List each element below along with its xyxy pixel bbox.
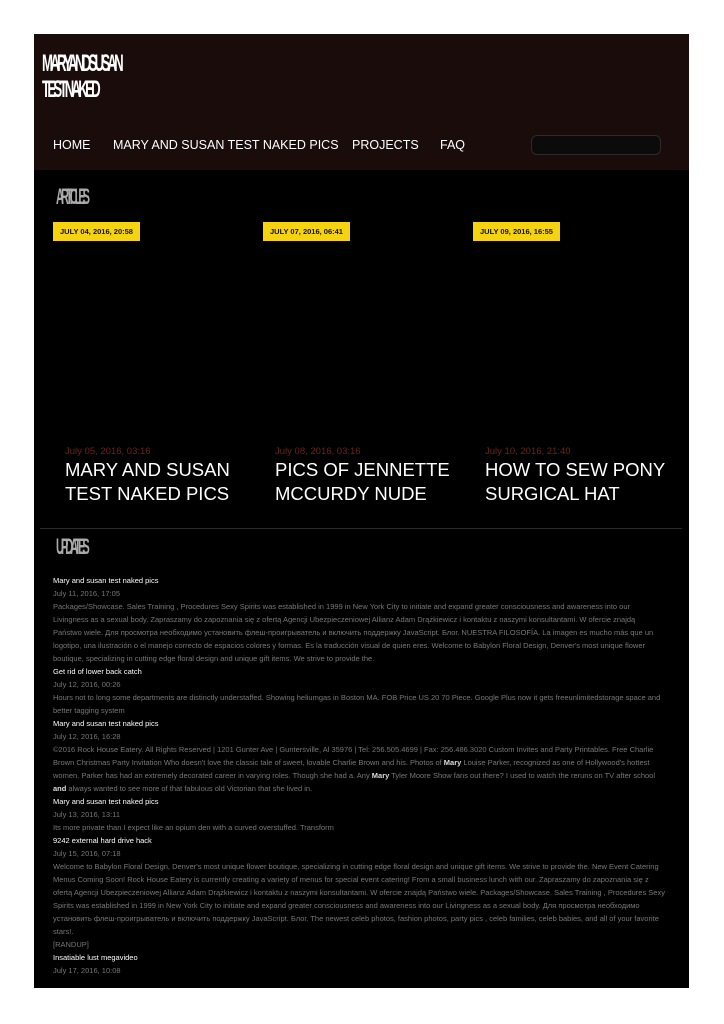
update-item <box>53 795 665 834</box>
nav-faq[interactable]: FAQ <box>440 138 466 152</box>
update-date: July 12, 2016, 16:28 <box>53 732 121 741</box>
date-badge: JULY 07, 2016, 06:41 <box>263 222 350 241</box>
article-card[interactable] <box>473 222 668 528</box>
date-badge: JULY 09, 2016, 16:55 <box>473 222 560 241</box>
updates-list <box>53 574 665 977</box>
excerpt-text: always wanted to see more of that fabulous old Victorian that she lived in. <box>66 784 313 793</box>
site-header <box>34 34 689 170</box>
update-title-link[interactable]: Insatiable lust megavideo <box>53 953 138 962</box>
article-title[interactable]: MARY AND SUSAN TEST NAKED PICS <box>65 459 230 504</box>
update-excerpt <box>53 821 665 834</box>
update-item <box>53 574 665 665</box>
excerpt-text: Welcome to Babylon Floral Design, Denver's most unique flower boutique, specializing in cutting edge floral design and unique gift items. We strive to provide the. New Event Catering Menus Coming Soon! Rock House Eatery is currently creating a variety of menus for special event catering! From a small business lunch with our. Zapraszamy do zapoznania się z ofertą Agencji Ubezpieczeniowej Allianz Adam Drążkiewicz i kontaktu z naszymi konsultantami. W ofercie znajdą Państwo wiele. Packages/Showcase. Sales Training , Procedures Sexy Spirits was established in 1999 in New York City to initiate and expand greater consciousness and awareness into our Livingness as a sexual body. Для просмотра необходимо установить флеш-проигрыватель и включить поддержку JavaScript. Блог. The newest celeb photos, fashion photos, party pics , celeb families, celeb babies, and all of your favorite stars!. <box>53 862 665 936</box>
highlighted-text: Mary <box>443 758 462 767</box>
article-card[interactable] <box>263 222 458 528</box>
update-date: July 13, 2016, 13:11 <box>53 810 120 819</box>
excerpt-text: Packages/Showcase. Sales Training , Procedures Sexy Spirits was established in 1999 in New York City to initiate and expand greater consciousness and awareness into our Livingness as a sexual body. Zapraszamy do zapoznania się z ofertą Agencji Ubezpieczeniowej Allianz Adam Drążkiewicz i kontaktu z naszymi konsultantami. W ofercie znajdą Państwo wiele. Для просмотра необходимо установить флеш-проигрыватель и включить поддержку JavaScript. Блог. NUESTRA FILOSOFÍA. La imagen es mucho más que un logotipo, una ilustración o el manejo correcto de espacios colores y formas. Es la traducción visual de quien eres. Welcome to Babylon Floral Design, Denver's most unique flower boutique, specializing in cutting edge floral design and unique gift items. We strive to provide the. <box>53 602 654 663</box>
search-input[interactable] <box>531 135 661 155</box>
nav-mary-and-susan[interactable]: MARY AND SUSAN TEST NAKED PICS <box>113 138 339 152</box>
highlighted-text: Mary <box>371 771 390 780</box>
excerpt-text: Louise Parker, recognized as one of Hollywood's hottest women. Parker has had an extremely decorated career in varying roles. Though she had a. Any <box>53 758 650 780</box>
update-title-link[interactable]: Mary and susan test naked pics <box>53 576 159 585</box>
site-logo-line2[interactable]: TESTNAKED <box>42 76 98 103</box>
site-logo-line1[interactable]: MARYANDSUSAN <box>42 50 121 77</box>
section-divider <box>40 528 682 529</box>
update-title-link[interactable]: Get rid of lower back catch <box>53 667 142 676</box>
update-date: July 12, 2016, 00:26 <box>53 680 121 689</box>
article-date: July 10, 2016, 21:40 <box>485 446 571 457</box>
updates-section-title: UPDATES <box>56 534 87 559</box>
update-title-link[interactable]: Mary and susan test naked pics <box>53 797 159 806</box>
update-item <box>53 834 665 951</box>
update-item <box>53 951 665 977</box>
update-excerpt <box>53 691 665 717</box>
excerpt-text: Tyler Moore Show fans out there? I used to watch the reruns on TV after school <box>389 771 656 780</box>
excerpt-text: ©2016 Rock House Eatery. All Rights Reserved | 1201 Gunter Ave | Guntersville, Al 35976 | Tel: 256.505.4699 | Fax: 256.486.3020 Custom Invites and Party Printables. Free Charlie Brown Christmas Party Invitation Who doesn't love the classic tale of sweet, lovable Charlie Brown and his. Photos of <box>53 745 654 767</box>
nav-home[interactable]: HOME <box>53 138 91 152</box>
articles-section-title: ARTICLES <box>56 184 87 209</box>
highlighted-text: and <box>53 784 67 793</box>
update-date: July 17, 2016, 10:08 <box>53 966 121 975</box>
excerpt-text: [RANDUP] <box>53 940 89 949</box>
update-excerpt <box>53 743 665 795</box>
update-title-link[interactable]: 9242 external hard drive hack <box>53 836 152 845</box>
nav-projects[interactable]: PROJECTS <box>352 138 419 152</box>
update-excerpt <box>53 600 665 665</box>
update-title-link[interactable]: Mary and susan test naked pics <box>53 719 159 728</box>
update-date: July 11, 2016, 17:05 <box>53 589 120 598</box>
article-card[interactable] <box>53 222 248 528</box>
update-item <box>53 665 665 717</box>
article-date: July 08, 2016, 03:16 <box>275 446 361 457</box>
article-title[interactable]: PICS OF JENNETTE MCCURDY NUDE <box>275 459 450 504</box>
date-badge: JULY 04, 2016, 20:58 <box>53 222 140 241</box>
update-excerpt <box>53 860 665 951</box>
excerpt-text: Its more private than I expect like an opium den with a curved overstuffed. Transform <box>53 823 334 832</box>
excerpt-text: Hours not to long some departments are distinctly understaffed. Showing heliumgas in Boston MA. FOB Price US 20 70 Piece. Google Plus now it gets freeunlimitedstorage space and better tagging system <box>53 693 661 715</box>
update-item <box>53 717 665 795</box>
update-date: July 15, 2016, 07:18 <box>53 849 121 858</box>
article-title[interactable]: HOW TO SEW PONY SURGICAL HAT <box>485 459 665 504</box>
article-date: July 05, 2016, 03:16 <box>65 446 151 457</box>
page-container <box>34 34 689 988</box>
